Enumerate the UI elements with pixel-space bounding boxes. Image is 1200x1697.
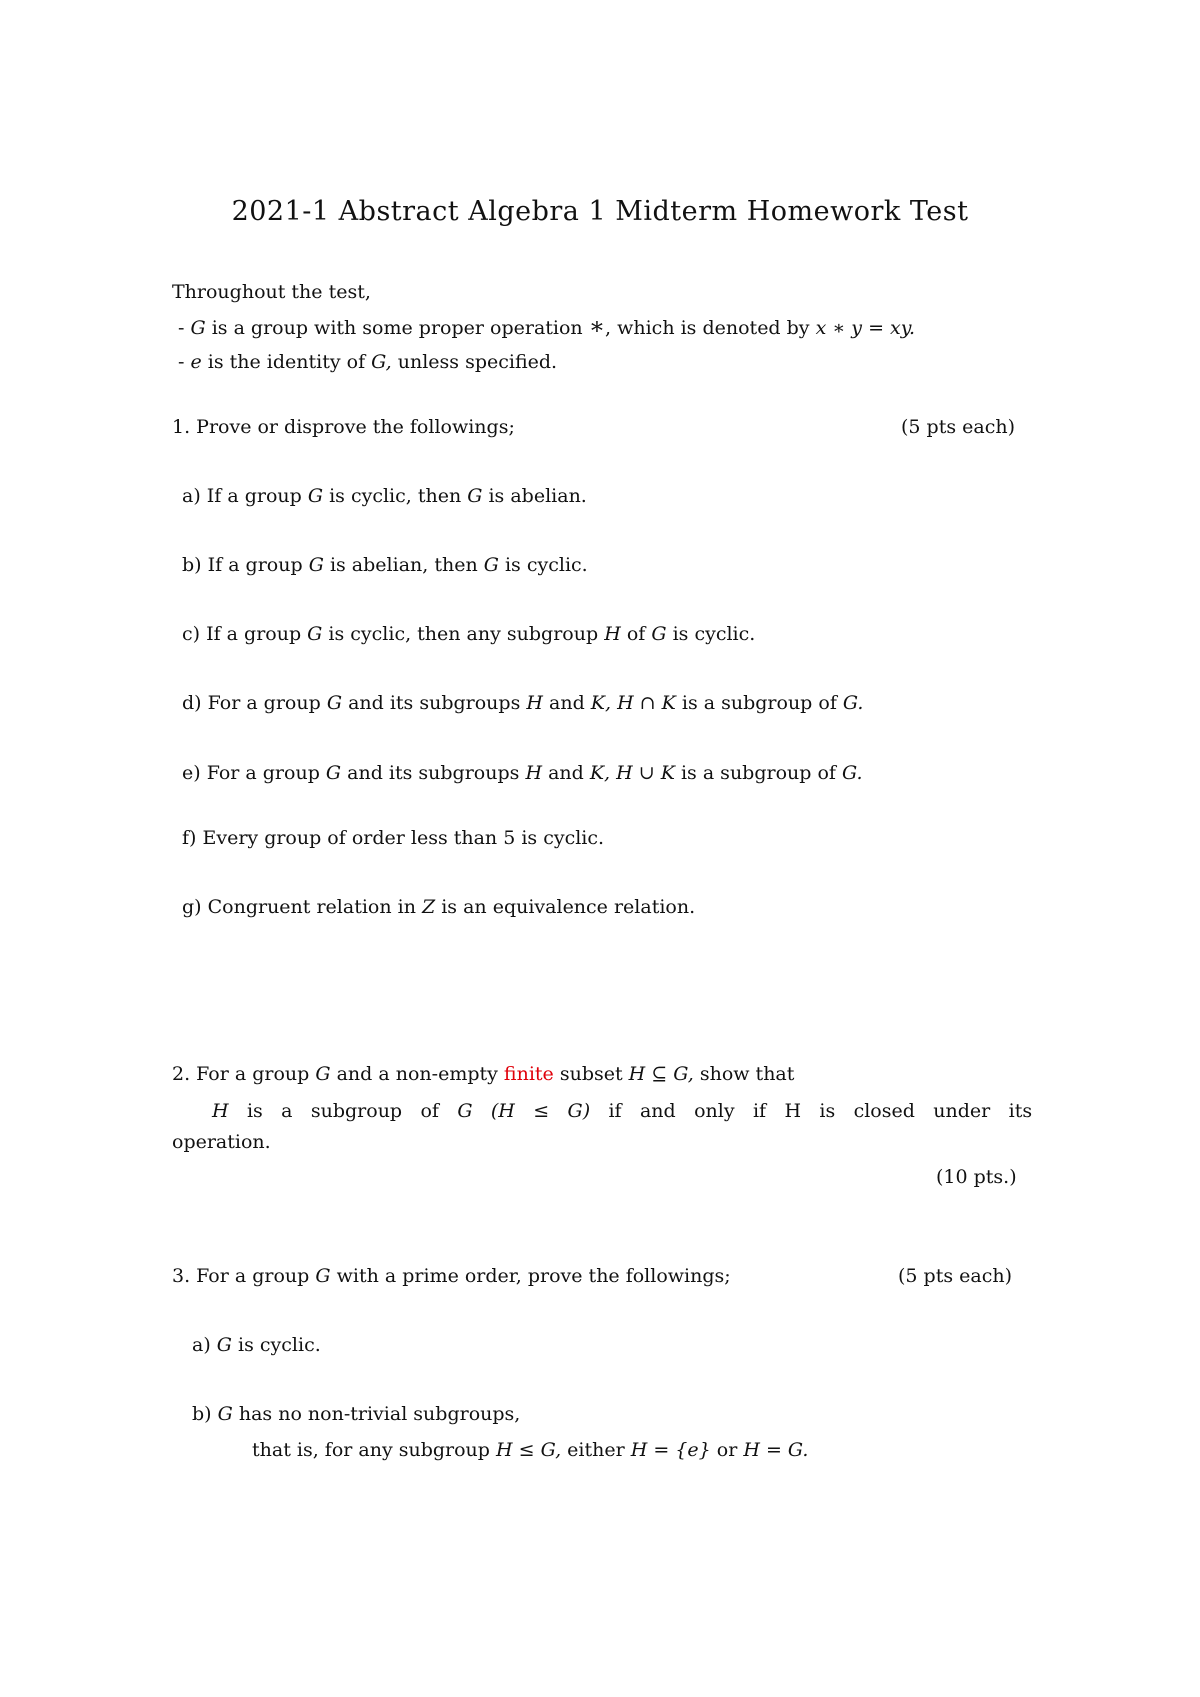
item-text: b) If a group xyxy=(182,554,303,576)
math-K: K, xyxy=(589,762,611,784)
q2-word: if xyxy=(752,1100,767,1122)
bullet-dash: - xyxy=(178,317,185,339)
q1-item-e xyxy=(182,761,863,785)
q1-item-d xyxy=(182,691,863,715)
math-whole: H = G. xyxy=(743,1439,809,1461)
item-text: is cyclic, then any subgroup xyxy=(328,623,599,645)
q2-word: subgroup xyxy=(310,1100,403,1122)
math-G: G xyxy=(308,554,324,576)
intro-text: is a group with some proper operation xyxy=(211,317,583,339)
math-G: G xyxy=(315,1063,331,1085)
q1-item-b xyxy=(182,553,588,577)
math-G: G xyxy=(457,1100,473,1122)
math-G: G. xyxy=(841,762,863,784)
item-text: and its subgroups xyxy=(347,762,520,784)
q2-text: subset xyxy=(559,1063,623,1085)
intro-bullet-identity xyxy=(178,350,557,374)
q3-points: (5 pts each) xyxy=(898,1265,1012,1287)
math-G: G xyxy=(467,485,483,507)
item-text: is a subgroup of xyxy=(680,762,836,784)
math-G: G xyxy=(217,1403,233,1425)
item-text: or xyxy=(716,1439,738,1461)
item-text: is cyclic. xyxy=(504,554,588,576)
math-Z: Z xyxy=(421,896,436,918)
intro-bullet-group xyxy=(178,314,915,340)
math-G: G xyxy=(315,1265,331,1287)
q3-text: 3. For a group xyxy=(172,1265,310,1287)
item-text: is cyclic, then xyxy=(329,485,462,507)
math-H: H xyxy=(212,1100,229,1122)
math-star: ∗ xyxy=(588,312,606,340)
q2-text: 2. For a group xyxy=(172,1063,310,1085)
item-text: is abelian, then xyxy=(329,554,478,576)
q2-word: and xyxy=(639,1100,676,1122)
q2-line-1 xyxy=(172,1062,794,1086)
q2-word: closed xyxy=(853,1100,915,1122)
bullet-dash: - xyxy=(178,351,185,373)
finite-highlight: finite xyxy=(503,1063,554,1085)
item-text: and its subgroups xyxy=(348,692,521,714)
q3-prompt xyxy=(172,1264,731,1288)
q1-points: (5 pts each) xyxy=(901,416,1015,438)
item-text: a) If a group xyxy=(182,485,302,507)
item-text: either xyxy=(567,1439,625,1461)
math-G: G xyxy=(307,623,323,645)
q2-line-3: operation. xyxy=(172,1131,271,1153)
math-K: K, xyxy=(590,692,612,714)
q2-word: H xyxy=(784,1100,802,1122)
item-text: g) Congruent relation in xyxy=(182,896,416,918)
math-G: G, xyxy=(371,351,392,373)
math-G: G xyxy=(483,554,499,576)
q3-item-b xyxy=(192,1402,520,1426)
q2-word: a xyxy=(281,1100,293,1122)
math-H: H xyxy=(604,623,621,645)
q2-word: is xyxy=(246,1100,263,1122)
math-H: H xyxy=(526,692,543,714)
math-trivial: H = {e} xyxy=(630,1439,711,1461)
math-subset: H ⊆ G, xyxy=(628,1063,694,1085)
intro-lead: Throughout the test, xyxy=(172,281,371,303)
q3-text: with a prime order, prove the followings; xyxy=(336,1265,731,1287)
math-e: e xyxy=(190,351,202,373)
item-text: d) For a group xyxy=(182,692,321,714)
item-label: b) xyxy=(192,1403,212,1425)
math-G: G xyxy=(190,317,206,339)
math-H: H xyxy=(525,762,543,784)
q2-word: only xyxy=(694,1100,735,1122)
item-text: and xyxy=(548,762,584,784)
math-G: G xyxy=(326,692,343,714)
q2-line-2 xyxy=(212,1099,1032,1123)
item-text: e) For a group xyxy=(182,762,320,784)
q1-item-f: f) Every group of order less than 5 is cyclic. xyxy=(182,827,605,849)
item-text: has no non-trivial subgroups, xyxy=(238,1403,521,1425)
math-subgroup: H ≤ G, xyxy=(496,1439,562,1461)
page-title: 2021-1 Abstract Algebra 1 Midterm Homework Test xyxy=(231,196,969,227)
math-operation: x ∗ y = xy. xyxy=(815,317,916,339)
intro-text: , which is denoted by xyxy=(605,317,810,339)
item-text: c) If a group xyxy=(182,623,302,645)
math-G: G xyxy=(307,485,324,507)
q3-item-a xyxy=(192,1333,321,1357)
q2-word: its xyxy=(1008,1100,1033,1122)
math-G: G xyxy=(325,762,342,784)
math-G: G xyxy=(651,623,667,645)
item-text: is cyclic. xyxy=(238,1334,321,1356)
math-subgroup-notation: (H ≤ G) xyxy=(490,1100,591,1122)
q1-item-g xyxy=(182,895,695,919)
item-text: is an equivalence relation. xyxy=(441,896,696,918)
q1-item-a xyxy=(182,484,587,508)
math-G: G xyxy=(216,1334,232,1356)
item-text: is cyclic. xyxy=(672,623,756,645)
item-text: is abelian. xyxy=(488,485,587,507)
intro-text: unless specified. xyxy=(397,351,558,373)
q2-word: under xyxy=(933,1100,991,1122)
q2-text: show that xyxy=(699,1063,795,1085)
q3-item-b-detail xyxy=(252,1438,808,1462)
item-text: of xyxy=(626,623,646,645)
q2-word: of xyxy=(420,1100,439,1122)
item-text: is a subgroup of xyxy=(681,692,837,714)
math-G: G. xyxy=(842,692,864,714)
item-text: that is, for any subgroup xyxy=(252,1439,490,1461)
q2-points: (10 pts.) xyxy=(936,1166,1017,1188)
q1-prompt: 1. Prove or disprove the followings; xyxy=(172,416,515,438)
q2-text: and a non-empty xyxy=(336,1063,498,1085)
math-union: H ∪ K xyxy=(616,762,675,784)
q2-word: if xyxy=(608,1100,622,1122)
item-text: and xyxy=(549,692,585,714)
math-intersection: H ∩ K xyxy=(617,692,676,714)
item-label: a) xyxy=(192,1334,211,1356)
q2-word: is xyxy=(819,1100,836,1122)
q1-item-c xyxy=(182,622,755,646)
intro-text: is the identity of xyxy=(207,351,366,373)
